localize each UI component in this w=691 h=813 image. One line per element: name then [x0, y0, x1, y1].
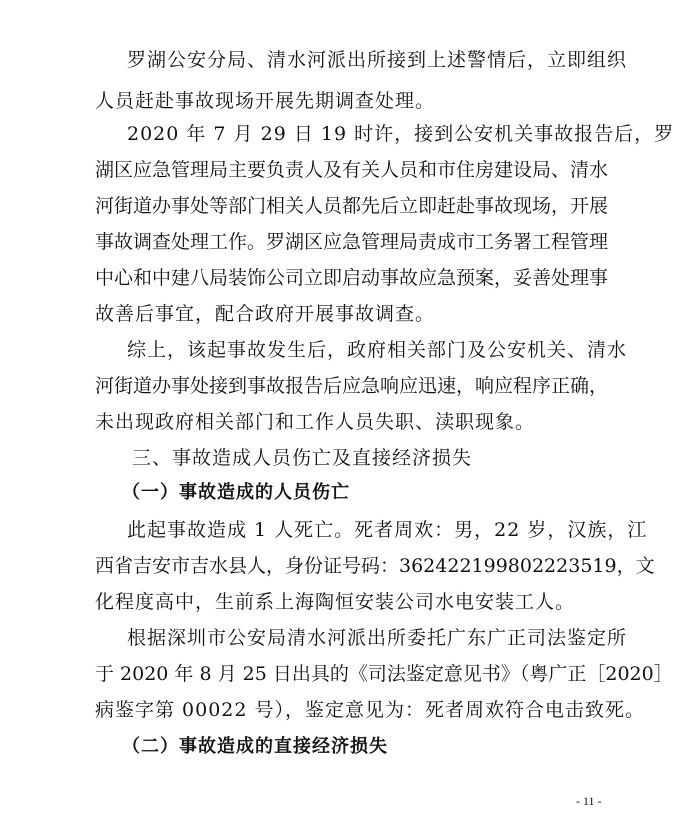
paragraph-2-line-1: 2020 年 7 月 29 日 19 时许，接到公安机关事故报告后，罗 — [127, 123, 675, 145]
paragraph-5-line-3: 病鉴字第 00022 号），鉴定意见为：死者周欢符合电击致死。 — [95, 699, 646, 721]
paragraph-1-line-2: 人员赶赴事故现场开展先期调查处理。 — [95, 90, 436, 112]
paragraph-1-line-1: 罗湖公安分局、清水河派出所接到上述警情后，立即组织 — [127, 49, 628, 71]
paragraph-2-line-5: 中心和中建八局装饰公司立即启动事故应急预案，妥善处理事 — [95, 267, 609, 289]
section-3-heading: 三、事故造成人员伤亡及直接经济损失 — [132, 447, 473, 469]
paragraph-2-line-3: 河街道办事处等部门相关人员都先后立即赶赴事故现场，开展 — [95, 195, 609, 217]
paragraph-2-line-6: 故善后事宜，配合政府开展事故调查。 — [95, 303, 436, 325]
subsection-1-heading: （一）事故造成的人员伤亡 — [122, 482, 350, 503]
paragraph-5-line-1: 根据深圳市公安局清水河派出所委托广东广正司法鉴定所 — [127, 627, 628, 649]
paragraph-3-line-2: 河街道办事处接到事故报告后应急响应迅速，响应程序正确， — [95, 375, 609, 397]
paragraph-4-line-1: 此起事故造成 1 人死亡。死者周欢：男，22 岁，汉族，江 — [127, 519, 648, 541]
paragraph-4-line-2: 西省吉安市吉水县人，身份证号码：362422199802223519，文 — [95, 555, 655, 577]
subsection-2-heading: （二）事故造成的直接经济损失 — [122, 736, 388, 757]
paragraph-3-line-3: 未出现政府相关部门和工作人员失职、渎职现象。 — [95, 411, 536, 433]
paragraph-2-line-4: 事故调查处理工作。罗湖区应急管理局责成市工务署工程管理 — [95, 231, 609, 253]
paragraph-2-line-2: 湖区应急管理局主要负责人及有关人员和市住房建设局、清水 — [95, 159, 609, 181]
page-number: - 11 - — [576, 794, 602, 808]
paragraph-3-line-1: 综上，该起事故发生后，政府相关部门及公安机关、清水 — [127, 339, 628, 361]
paragraph-5-line-2: 于 2020 年 8 月 25 日出具的《司法鉴定意见书》（粤广正［2020］ — [95, 663, 673, 685]
paragraph-4-line-3: 化程度高中，生前系上海陶恒安装公司水电安装工人。 — [95, 591, 576, 613]
